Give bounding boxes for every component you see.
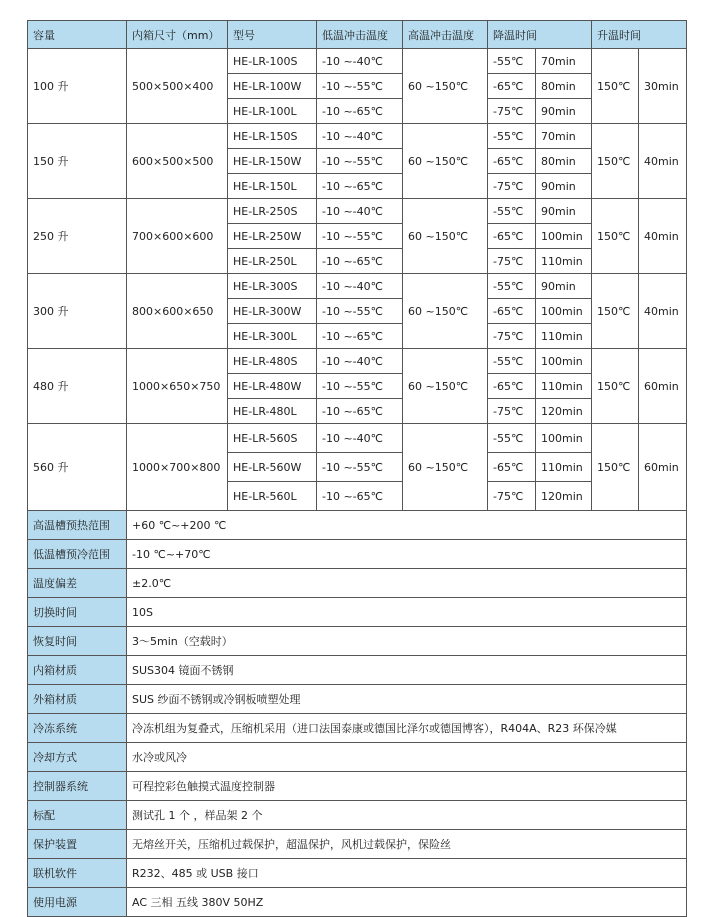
capacity-cell: 480 升 <box>28 349 127 424</box>
cooling-temp-cell: -55℃ <box>488 424 536 453</box>
cooling-time-cell: 90min <box>536 274 592 299</box>
model-cell: HE-LR-100L <box>228 99 317 124</box>
cooling-temp-cell: -75℃ <box>488 324 536 349</box>
model-cell: HE-LR-150L <box>228 174 317 199</box>
low-temp-cell: -10 ~-40℃ <box>317 199 403 224</box>
spec-value: 无熔丝开关，压缩机过载保护，超温保护，风机过载保护，保险丝 <box>127 830 687 859</box>
spec-row <box>28 801 687 830</box>
cooling-temp-cell: -75℃ <box>488 399 536 424</box>
spec-value: SUS304 镜面不锈钢 <box>127 656 687 685</box>
spec-value: 冷冻机组为复叠式，压缩机采用（进口法国泰康或德国比泽尔或德国博客），R404A、R23 环保冷媒 <box>127 714 687 743</box>
cooling-temp-cell: -75℃ <box>488 249 536 274</box>
spec-label: 切换时间 <box>28 598 127 627</box>
model-cell: HE-LR-150W <box>228 149 317 174</box>
spec-row <box>28 830 687 859</box>
table-row <box>28 424 687 453</box>
spec-value: 可程控彩色触摸式温度控制器 <box>127 772 687 801</box>
inner-size-cell: 1000×700×800 <box>127 424 228 511</box>
inner-size-cell: 800×600×650 <box>127 274 228 349</box>
cooling-time-cell: 80min <box>536 74 592 99</box>
cooling-time-cell: 90min <box>536 99 592 124</box>
low-temp-cell: -10 ~-65℃ <box>317 174 403 199</box>
cooling-temp-cell: -65℃ <box>488 224 536 249</box>
cooling-temp-cell: -75℃ <box>488 174 536 199</box>
spec-row <box>28 598 687 627</box>
spec-label: 保护装置 <box>28 830 127 859</box>
high-temp-cell: 60 ~150℃ <box>403 274 488 349</box>
spec-row <box>28 772 687 801</box>
table-row <box>28 349 687 374</box>
low-temp-cell: -10 ~-40℃ <box>317 349 403 374</box>
cooling-time-cell: 70min <box>536 49 592 74</box>
spec-label: 低温槽预冷范围 <box>28 540 127 569</box>
low-temp-cell: -10 ~-65℃ <box>317 399 403 424</box>
table-row <box>28 199 687 224</box>
spec-row <box>28 511 687 540</box>
cooling-time-cell: 80min <box>536 149 592 174</box>
high-temp-cell: 60 ~150℃ <box>403 124 488 199</box>
model-cell: HE-LR-480S <box>228 349 317 374</box>
spec-label: 内箱材质 <box>28 656 127 685</box>
cooling-time-cell: 120min <box>536 399 592 424</box>
capacity-cell: 150 升 <box>28 124 127 199</box>
low-temp-cell: -10 ~-65℃ <box>317 482 403 511</box>
spec-value: 3～5min（空载时） <box>127 627 687 656</box>
cooling-temp-cell: -55℃ <box>488 274 536 299</box>
spec-value: ±2.0℃ <box>127 569 687 598</box>
model-cell: HE-LR-480L <box>228 399 317 424</box>
header-capacity: 容量 <box>28 21 127 49</box>
cooling-time-cell: 100min <box>536 424 592 453</box>
spec-row <box>28 714 687 743</box>
cooling-time-cell: 110min <box>536 249 592 274</box>
heating-temp-cell: 150℃ <box>592 124 639 199</box>
spec-row <box>28 656 687 685</box>
cooling-time-cell: 120min <box>536 482 592 511</box>
high-temp-cell: 60 ~150℃ <box>403 49 488 124</box>
model-cell: HE-LR-300W <box>228 299 317 324</box>
low-temp-cell: -10 ~-65℃ <box>317 324 403 349</box>
table-row <box>28 49 687 74</box>
cooling-temp-cell: -75℃ <box>488 99 536 124</box>
heating-time-cell: 40min <box>639 274 687 349</box>
header-heating-time: 升温时间 <box>592 21 687 49</box>
heating-temp-cell: 150℃ <box>592 274 639 349</box>
table-row <box>28 274 687 299</box>
inner-size-cell: 1000×650×750 <box>127 349 228 424</box>
model-cell: HE-LR-250W <box>228 224 317 249</box>
spec-row <box>28 540 687 569</box>
cooling-time-cell: 100min <box>536 299 592 324</box>
cooling-temp-cell: -65℃ <box>488 299 536 324</box>
spec-label: 恢复时间 <box>28 627 127 656</box>
spec-value: SUS 纱面不锈钢或冷钢板喷塑处理 <box>127 685 687 714</box>
low-temp-cell: -10 ~-55℃ <box>317 224 403 249</box>
spec-row <box>28 888 687 917</box>
capacity-cell: 100 升 <box>28 49 127 124</box>
model-cell: HE-LR-560S <box>228 424 317 453</box>
spec-label: 温度偏差 <box>28 569 127 598</box>
header-cooling-time: 降温时间 <box>488 21 592 49</box>
heating-time-cell: 40min <box>639 124 687 199</box>
low-temp-cell: -10 ~-55℃ <box>317 374 403 399</box>
spec-row <box>28 569 687 598</box>
model-cell: HE-LR-560W <box>228 453 317 482</box>
low-temp-cell: -10 ~-40℃ <box>317 274 403 299</box>
spec-label: 联机软件 <box>28 859 127 888</box>
spec-label: 标配 <box>28 801 127 830</box>
low-temp-cell: -10 ~-40℃ <box>317 49 403 74</box>
spec-label: 控制器系统 <box>28 772 127 801</box>
low-temp-cell: -10 ~-40℃ <box>317 424 403 453</box>
cooling-time-cell: 110min <box>536 453 592 482</box>
spec-label: 外箱材质 <box>28 685 127 714</box>
header-high-temp-shock: 高温冲击温度 <box>403 21 488 49</box>
spec-row <box>28 685 687 714</box>
spec-label: 冷却方式 <box>28 743 127 772</box>
spec-row <box>28 743 687 772</box>
cooling-temp-cell: -65℃ <box>488 149 536 174</box>
model-cell: HE-LR-560L <box>228 482 317 511</box>
low-temp-cell: -10 ~-65℃ <box>317 99 403 124</box>
cooling-temp-cell: -75℃ <box>488 482 536 511</box>
low-temp-cell: -10 ~-40℃ <box>317 124 403 149</box>
cooling-temp-cell: -55℃ <box>488 349 536 374</box>
heating-temp-cell: 150℃ <box>592 199 639 274</box>
cooling-time-cell: 110min <box>536 374 592 399</box>
capacity-cell: 250 升 <box>28 199 127 274</box>
model-cell: HE-LR-100W <box>228 74 317 99</box>
capacity-cell: 300 升 <box>28 274 127 349</box>
spec-value: -10 ℃~+70℃ <box>127 540 687 569</box>
low-temp-cell: -10 ~-55℃ <box>317 299 403 324</box>
model-cell: HE-LR-250L <box>228 249 317 274</box>
cooling-time-cell: 100min <box>536 349 592 374</box>
header-low-temp-shock: 低温冲击温度 <box>317 21 403 49</box>
model-cell: HE-LR-100S <box>228 49 317 74</box>
cooling-time-cell: 90min <box>536 174 592 199</box>
table-row <box>28 124 687 149</box>
inner-size-cell: 600×500×500 <box>127 124 228 199</box>
cooling-time-cell: 110min <box>536 324 592 349</box>
cooling-temp-cell: -65℃ <box>488 74 536 99</box>
low-temp-cell: -10 ~-55℃ <box>317 453 403 482</box>
inner-size-cell: 700×600×600 <box>127 199 228 274</box>
spec-row <box>28 859 687 888</box>
heating-temp-cell: 150℃ <box>592 349 639 424</box>
model-cell: HE-LR-300S <box>228 274 317 299</box>
low-temp-cell: -10 ~-65℃ <box>317 249 403 274</box>
heating-time-cell: 60min <box>639 349 687 424</box>
cooling-time-cell: 100min <box>536 224 592 249</box>
capacity-cell: 560 升 <box>28 424 127 511</box>
spec-value: +60 ℃~+200 ℃ <box>127 511 687 540</box>
model-cell: HE-LR-480W <box>228 374 317 399</box>
heating-time-cell: 40min <box>639 199 687 274</box>
model-cell: HE-LR-300L <box>228 324 317 349</box>
heating-temp-cell: 150℃ <box>592 49 639 124</box>
cooling-temp-cell: -55℃ <box>488 124 536 149</box>
spec-value: 水冷或风冷 <box>127 743 687 772</box>
cooling-temp-cell: -55℃ <box>488 199 536 224</box>
heating-time-cell: 30min <box>639 49 687 124</box>
heating-temp-cell: 150℃ <box>592 424 639 511</box>
header-model: 型号 <box>228 21 317 49</box>
high-temp-cell: 60 ~150℃ <box>403 424 488 511</box>
header-inner-size: 内箱尺寸（mm） <box>127 21 228 49</box>
cooling-time-cell: 90min <box>536 199 592 224</box>
spec-label: 冷冻系统 <box>28 714 127 743</box>
spec-table <box>27 20 687 917</box>
spec-value: 测试孔 1 个 ，样品架 2 个 <box>127 801 687 830</box>
low-temp-cell: -10 ~-55℃ <box>317 149 403 174</box>
spec-row <box>28 627 687 656</box>
cooling-temp-cell: -55℃ <box>488 49 536 74</box>
cooling-temp-cell: -65℃ <box>488 374 536 399</box>
heating-time-cell: 60min <box>639 424 687 511</box>
model-cell: HE-LR-250S <box>228 199 317 224</box>
low-temp-cell: -10 ~-55℃ <box>317 74 403 99</box>
high-temp-cell: 60 ~150℃ <box>403 349 488 424</box>
spec-label: 高温槽预热范围 <box>28 511 127 540</box>
spec-value: 10S <box>127 598 687 627</box>
spec-value: R232、485 或 USB 接口 <box>127 859 687 888</box>
inner-size-cell: 500×500×400 <box>127 49 228 124</box>
cooling-temp-cell: -65℃ <box>488 453 536 482</box>
spec-value: AC 三相 五线 380V 50HZ <box>127 888 687 917</box>
spec-label: 使用电源 <box>28 888 127 917</box>
high-temp-cell: 60 ~150℃ <box>403 199 488 274</box>
model-cell: HE-LR-150S <box>228 124 317 149</box>
cooling-time-cell: 70min <box>536 124 592 149</box>
header-row <box>28 21 687 49</box>
